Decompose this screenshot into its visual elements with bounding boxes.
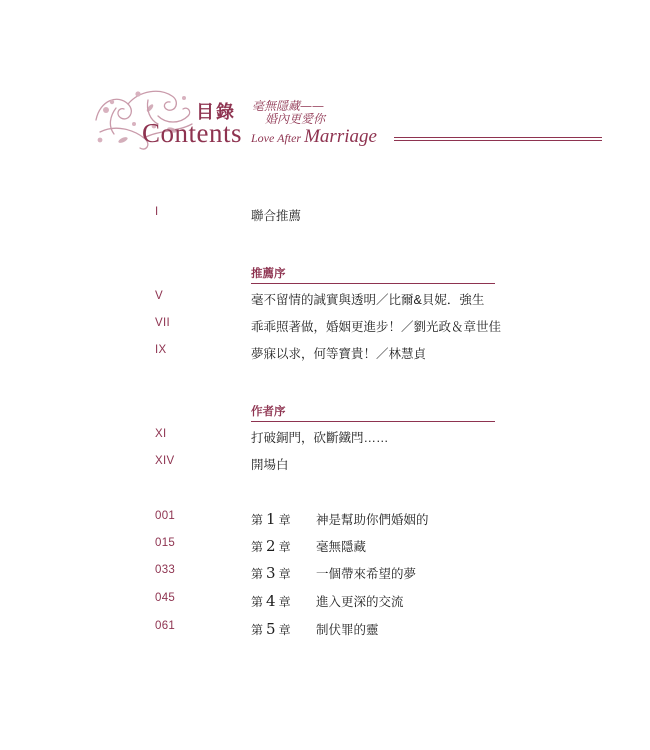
header-rule-top [394, 137, 602, 138]
toc-chapter-entry[interactable] [0, 592, 650, 612]
chapter-number: 2 [266, 537, 276, 555]
toc-entry[interactable] [0, 428, 650, 448]
chapter-title: 神是幫助你們婚姻的 [316, 512, 429, 527]
chapter-label [251, 620, 291, 638]
motto-small: Love After [251, 131, 305, 145]
chapter-label [251, 537, 291, 555]
chapter-prefix: 第 [251, 540, 264, 554]
chapter-number: 4 [266, 592, 276, 610]
section-heading-author: 作者序 [251, 406, 286, 418]
toc-page-number: 033 [155, 564, 176, 576]
chapter-suffix: 章 [278, 595, 291, 609]
toc-page-number: VII [155, 317, 170, 329]
chapter-label [251, 592, 291, 610]
chapter-suffix: 章 [278, 513, 291, 527]
chapter-prefix: 第 [251, 567, 264, 581]
toc-entry[interactable] [0, 455, 650, 475]
section-heading-preface: 推薦序 [251, 268, 286, 280]
chapter-title: 進入更深的交流 [316, 594, 404, 609]
toc-entry[interactable] [0, 290, 650, 310]
chapter-prefix: 第 [251, 623, 264, 637]
toc-page-number: 015 [155, 537, 176, 549]
toc-entry[interactable] [0, 206, 650, 226]
section-divider [251, 421, 495, 422]
chapter-prefix: 第 [251, 595, 264, 609]
toc-entry-title: 打破銅門，砍斷鐵閂…… [251, 431, 389, 445]
toc-chapter-entry[interactable] [0, 620, 650, 640]
toc-page-number: 045 [155, 592, 176, 604]
chapter-number: 1 [266, 510, 276, 528]
toc-entry-title: 聯合推薦 [251, 209, 302, 223]
chapter-title: 制伏罪的靈 [316, 622, 379, 637]
toc-entry-title: 乖乖照著做，婚姻更進步！／劉光政＆章世佳 [251, 320, 502, 334]
section-divider [251, 283, 495, 284]
toc-chapter-entry[interactable] [0, 537, 650, 557]
tagline-line-2: 婚內更愛你 [265, 112, 326, 126]
chapter-suffix: 章 [278, 623, 291, 637]
toc-page-number: 001 [155, 510, 176, 522]
motto [251, 126, 377, 148]
chapter-prefix: 第 [251, 513, 264, 527]
chapter-suffix: 章 [278, 540, 291, 554]
toc-title-chinese: 目錄 [196, 102, 236, 123]
toc-entry[interactable] [0, 344, 650, 364]
toc-entry-title: 毫不留情的誠實與透明／比爾&貝妮．強生 [251, 293, 485, 307]
toc-page-number: 061 [155, 620, 176, 632]
header-rule-bottom [394, 140, 602, 141]
motto-large: Marriage [304, 126, 377, 147]
toc-page-number: XI [155, 428, 167, 440]
chapter-label [251, 564, 291, 582]
chapter-number: 3 [266, 564, 276, 582]
toc-entry-title: 開場白 [251, 458, 289, 472]
chapter-title: 毫無隱藏 [316, 539, 367, 554]
toc-page-number: V [155, 290, 163, 302]
toc-chapter-entry[interactable] [0, 510, 650, 530]
chapter-title: 一個帶來希望的夢 [316, 566, 417, 581]
chapter-label [251, 510, 291, 528]
toc-title-english: Contents [142, 118, 243, 148]
toc-page-number: XIV [155, 455, 175, 467]
toc-entry-title: 夢寐以求，何等寶貴！／林慧貞 [251, 347, 427, 361]
toc-page-number: I [155, 206, 159, 218]
toc-entry[interactable] [0, 317, 650, 337]
toc-page-number: IX [155, 344, 167, 356]
toc-header [0, 0, 650, 180]
toc-chapter-entry[interactable] [0, 564, 650, 584]
chapter-number: 5 [266, 620, 276, 638]
chapter-suffix: 章 [278, 567, 291, 581]
tagline-line-1: 毫無隱藏—— [252, 99, 325, 113]
